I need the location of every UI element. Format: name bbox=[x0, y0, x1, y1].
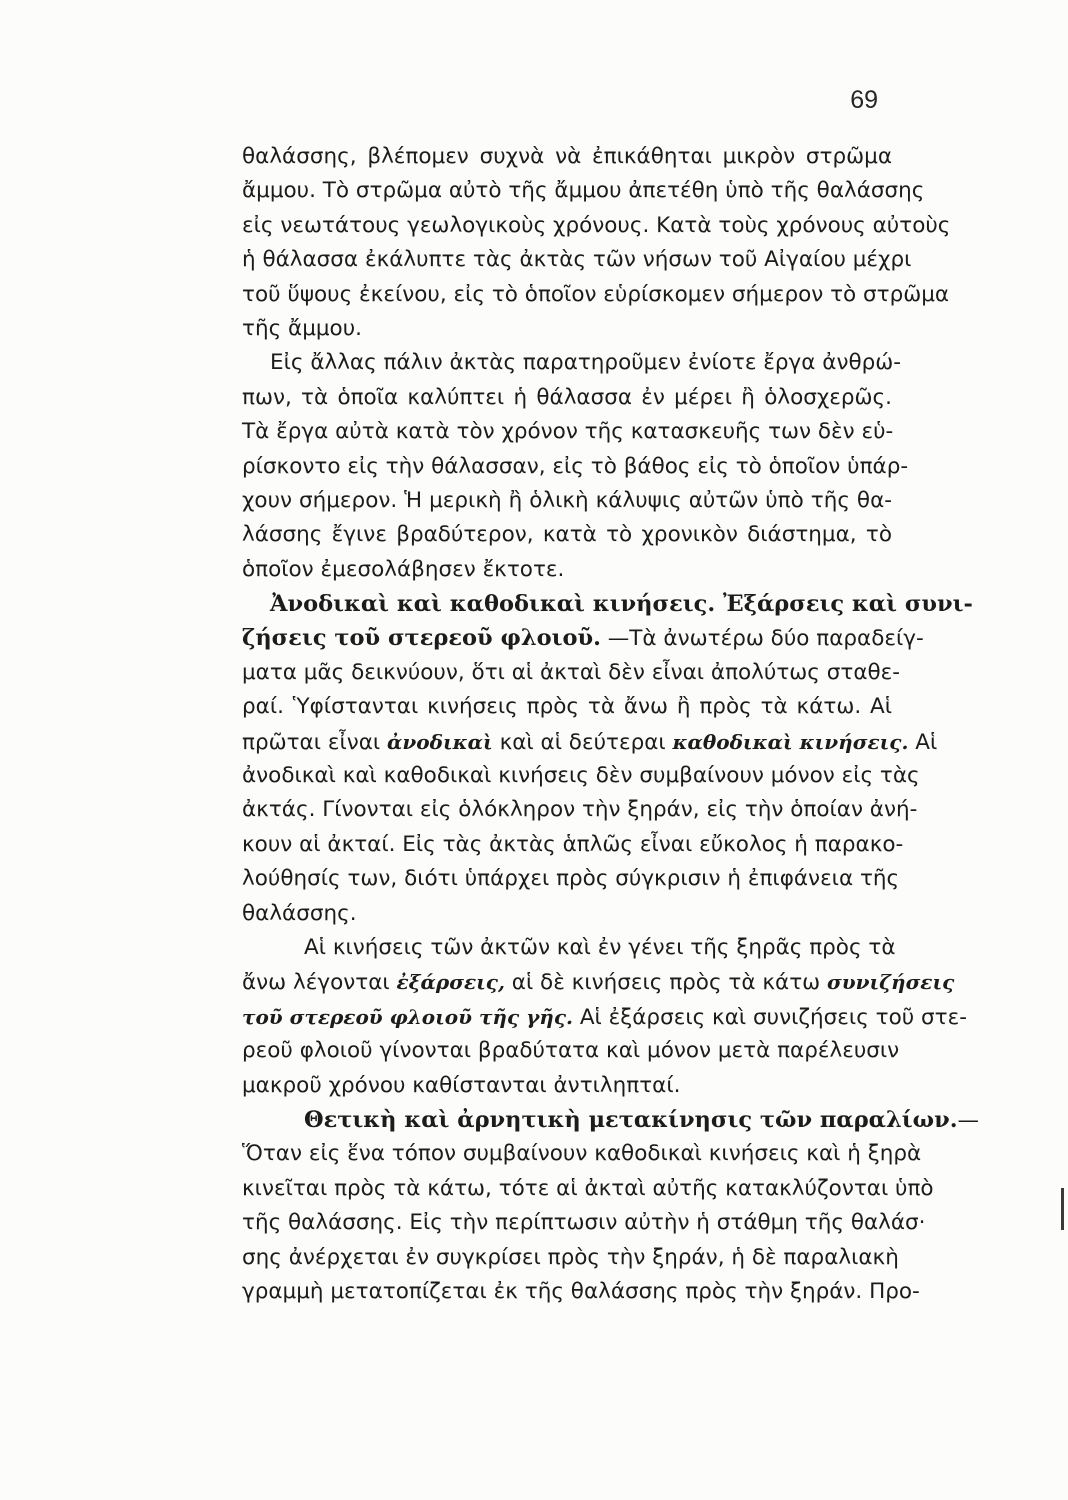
text-line: χουν σήμερον. Ἡ μερικὴ ἢ ὁλικὴ κάλυψις αὐτῶν ὑπὸ τῆς θα- bbox=[242, 487, 892, 513]
text-run: ἄνω λέγονται bbox=[242, 970, 390, 996]
text-line: ραί. Ὑφίστανται κινήσεις πρὸς τὰ ἄνω ἢ πρὸς τὰ κάτω. Αἱ bbox=[242, 694, 892, 720]
text-line: ἄμμου. Τὸ στρῶμα αὐτὸ τῆς ἄμμου ἀπετέθη ὑπὸ τῆς θαλάσσης bbox=[242, 178, 925, 204]
text-line: ὁποῖον ἐμεσολάβησεν ἔκτοτε. bbox=[242, 556, 565, 582]
text-line bbox=[242, 965, 955, 999]
text-run: — bbox=[957, 1107, 980, 1133]
section-heading-cont: ζήσεις τοῦ στερεοῦ φλοιοῦ. bbox=[242, 625, 601, 652]
text-line: θαλάσσης. bbox=[242, 900, 357, 926]
section-heading: Ἀνοδικαὶ καὶ καθοδικαὶ κινήσεις. Ἐξάρσεις καὶ συνι- bbox=[270, 591, 973, 618]
text-line: Αἱ κινήσεις τῶν ἀκτῶν καὶ ἐν γένει τῆς ξηρᾶς πρὸς τὰ bbox=[304, 934, 896, 960]
emphasis-term: ἀνοδικαὶ bbox=[387, 729, 493, 754]
text-line: εἰς νεωτάτους γεωλογικοὺς χρόνους. Κατὰ τοὺς χρόνους αὐτοὺς bbox=[242, 212, 951, 238]
emphasis-term: ἐξάρσεις, bbox=[396, 970, 505, 995]
text-line: ἀκτάς. Γίνονται εἰς ὁλόκληρον τὴν ξηράν, εἰς τὴν ὁποίαν ἀνή- bbox=[242, 797, 918, 823]
text-line: γραμμὴ μετατοπίζεται ἐκ τῆς θαλάσσης πρὸς τὴν ξηράν. Προ- bbox=[242, 1278, 920, 1304]
text-line bbox=[242, 1103, 980, 1137]
text-line: Εἰς ἄλλας πάλιν ἀκτὰς παρατηροῦμεν ἐνίοτε ἔργα ἀνθρώ- bbox=[270, 350, 902, 376]
margin-mark bbox=[1061, 1188, 1064, 1230]
text-line: ἀνοδικαὶ καὶ καθοδικαὶ κινήσεις δὲν συμβαίνουν μόνον εἰς τὰς bbox=[242, 763, 920, 789]
text-line: λούθησίς των, διότι ὑπάρχει πρὸς σύγκρισιν ἡ ἐπιφάνεια τῆς bbox=[242, 866, 900, 892]
body-text bbox=[242, 140, 980, 1309]
text-line: κινεῖται πρὸς τὰ κάτω, τότε αἱ ἀκταὶ αὐτῆς κατακλύζονται ὑπὸ bbox=[242, 1175, 934, 1201]
text-run: καὶ αἱ δεύτεραι bbox=[499, 729, 666, 755]
text-line: σης ἀνέρχεται ἐν συγκρίσει πρὸς τὴν ξηράν, ἡ δὲ παραλιακὴ bbox=[242, 1244, 899, 1270]
text-line: Ὅταν εἰς ἕνα τόπον συμβαίνουν καθοδικαὶ κινήσεις καὶ ἡ ξηρὰ bbox=[242, 1141, 922, 1167]
emphasis-term: συνιζήσεις bbox=[827, 970, 955, 995]
text-line: τοῦ ὕψους ἐκείνου, εἰς τὸ ὁποῖον εὑρίσκομεν σήμερον τὸ στρῶμα bbox=[242, 281, 950, 307]
text-line: ματα μᾶς δεικνύουν, ὅτι αἱ ἀκταὶ δὲν εἶναι ἀπολύτως σταθε- bbox=[242, 659, 901, 685]
text-line: ρίσκοντο εἰς τὴν θάλασσαν, εἰς τὸ βάθος εἰς τὸ ὁποῖον ὑπάρ- bbox=[242, 453, 909, 479]
text-run: Αἱ ἐξάρσεις καὶ συνιζήσεις τοῦ στε- bbox=[579, 1004, 967, 1030]
emphasis-term: καθοδικαὶ κινήσεις. bbox=[672, 729, 909, 754]
page-number: 69 bbox=[850, 86, 878, 114]
text-line bbox=[242, 621, 924, 655]
text-run: αἱ δὲ κινήσεις πρὸς τὰ κάτω bbox=[511, 970, 821, 996]
text-line bbox=[242, 1000, 967, 1034]
text-line: τῆς θαλάσσης. Εἰς τὴν περίπτωσιν αὐτὴν ἡ στάθμη τῆς θαλάσ· bbox=[242, 1210, 926, 1236]
text-line: ἡ θάλασσα ἐκάλυπτε τὰς ἀκτὰς τῶν νήσων τοῦ Αἰγαίου μέχρι bbox=[242, 247, 912, 273]
text-line: Τὰ ἔργα αὐτὰ κατὰ τὸν χρόνον τῆς κατασκευῆς των δὲν εὑ- bbox=[242, 419, 894, 445]
text-run: πρῶται εἶναι bbox=[242, 729, 381, 755]
text-line: θαλάσσης, βλέπομεν συχνὰ νὰ ἐπικάθηται μικρὸν στρῶμα bbox=[242, 144, 892, 169]
text-run: —Τὰ ἀνωτέρω δύο παραδείγ- bbox=[607, 626, 924, 652]
text-line: πων, τὰ ὁποῖα καλύπτει ἡ θάλασσα ἐν μέρει ἢ ὁλοσχερῶς. bbox=[242, 384, 892, 410]
text-line: λάσσης ἔγινε βραδύτερον, κατὰ τὸ χρονικὸν διάστημα, τὸ bbox=[242, 522, 892, 548]
text-line: τῆς ἄμμου. bbox=[242, 315, 362, 341]
text-line: κουν αἱ ἀκταί. Εἰς τὰς ἀκτὰς ἁπλῶς εἶναι εὔκολος ἡ παρακο- bbox=[242, 831, 904, 857]
section-heading: Θετικὴ καὶ ἀρνητικὴ μετακίνησις τῶν παραλίων. bbox=[304, 1106, 958, 1133]
text-line: μακροῦ χρόνου καθίστανται ἀντιληπταί. bbox=[242, 1072, 681, 1098]
text-line bbox=[242, 725, 938, 759]
text-line: ρεοῦ φλοιοῦ γίνονται βραδύτατα καὶ μόνον μετὰ παρέλευσιν bbox=[242, 1038, 900, 1064]
emphasis-term: τοῦ στερεοῦ φλοιοῦ τῆς γῆς. bbox=[242, 1004, 573, 1029]
text-run: Αἱ bbox=[915, 729, 938, 755]
